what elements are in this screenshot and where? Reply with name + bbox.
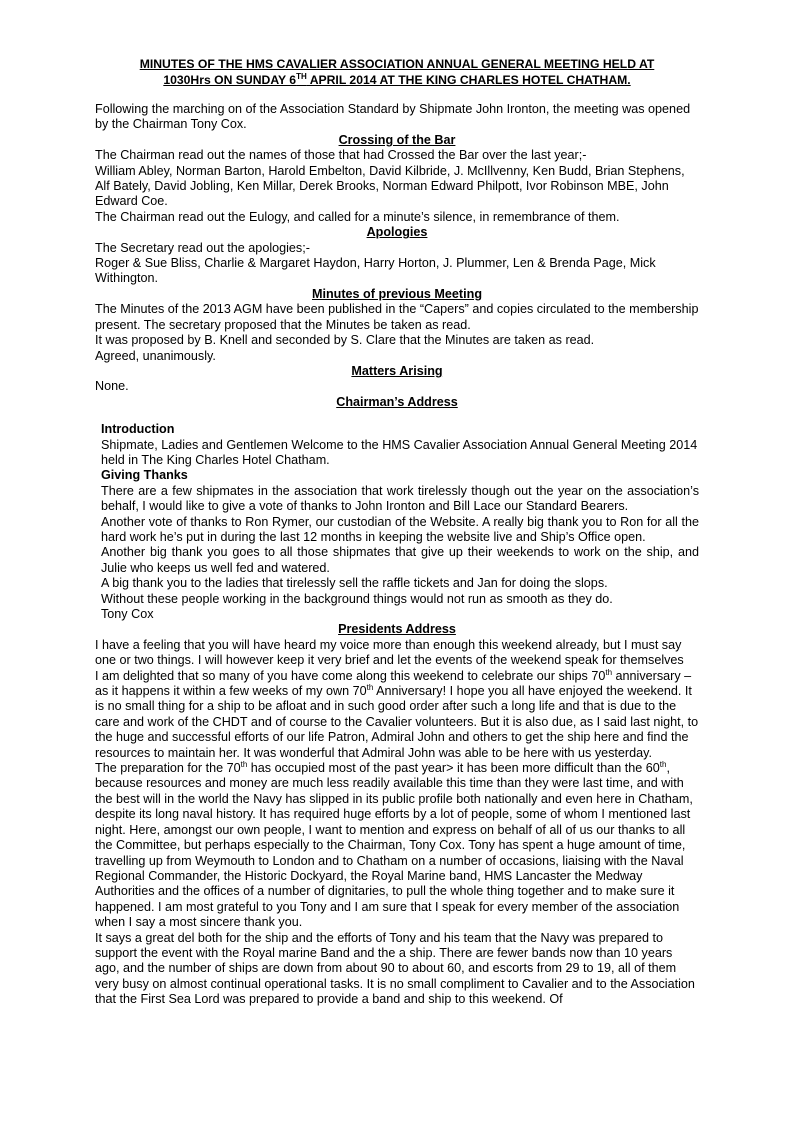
chairmans-address-body [101, 422, 699, 622]
title-line-1: MINUTES OF THE HMS CAVALIER ASSOCIATION ANNUAL GENERAL MEETING HELD AT [139, 57, 655, 71]
chairman-signature: Tony Cox [101, 607, 154, 621]
subheading-introduction: Introduction [101, 422, 175, 437]
thanks-paragraph-5: Without these people working in the background things would not run as smooth as they do. [101, 591, 613, 606]
title-superscript: TH [296, 71, 307, 81]
heading-presidents-address: Presidents Address [338, 622, 456, 637]
president-paragraph-2 [95, 669, 699, 761]
thanks-paragraph-4: A big thank you to the ladies that tirelessly sell the raffle tickets and Jan for doing the slops. [101, 576, 608, 591]
superscript: th [366, 682, 374, 692]
subheading-giving-thanks: Giving Thanks [101, 468, 188, 483]
introduction-paragraph: Shipmate, Ladies and Gentlemen Welcome to the HMS Cavalier Association Annual General Meeting 2014 held in The King Charles Hotel Chatham. [101, 437, 698, 467]
president-paragraph-4: It says a great del both for the ship and the efforts of Tony and his team that the Navy was prepared to support the event with the Royal marine Band and the a ship. There are fewer bands now than 10 years ago, and the number of ships are down from about 90 to about 60, and escorts from 29 to 19, all of them very busy on almost continual operational tasks. It is no small compliment to Cavalier and to the Association that the First Sea Lord was prepared to provide a band and ship to this weekend. Of [95, 930, 695, 1007]
heading-apologies: Apologies [366, 225, 428, 240]
crossing-intro: The Chairman read out the names of those that had Crossed the Bar over the last year;- [95, 148, 587, 163]
president-p3-part-b: has occupied most of the past year> it has been more difficult than the 60 [247, 761, 660, 776]
president-paragraph-3 [95, 761, 699, 930]
matters-paragraph: None. [95, 379, 129, 394]
heading-matters-arising: Matters Arising [351, 363, 443, 378]
apologies-names: Roger & Sue Bliss, Charlie & Margaret Haydon, Harry Horton, J. Plummer, Len & Brenda Page, Mick Withington. [95, 256, 656, 286]
title-line-2-end: APRIL 2014 AT THE KING CHARLES HOTEL CHATHAM. [306, 73, 631, 87]
minutes-paragraph-2: It was proposed by B. Knell and seconded by S. Clare that the Minutes are taken as read. [95, 333, 595, 348]
president-p2-part-a: I am delighted that so many of you have come along this weekend to celebrate our ships 70 [95, 668, 606, 683]
president-p3-part-a: The preparation for the 70 [95, 761, 241, 776]
crossing-eulogy: The Chairman read out the Eulogy, and called for a minute’s silence, in remembrance of them. [95, 209, 620, 224]
minutes-document [95, 56, 699, 1008]
minutes-paragraph-3: Agreed, unanimously. [95, 348, 216, 363]
superscript: th [659, 759, 667, 769]
crossing-names: William Abley, Norman Barton, Harold Embelton, David Kilbride, J. McIllvenny, Ken Budd, Brian Stephens, Alf Bately, David Jobling, Ken Millar, Derek Brooks, Norman Edward Philpott, Ivor Robinson MBE, John Edward Coe. [95, 163, 685, 209]
superscript: th [240, 759, 248, 769]
document-title [95, 56, 699, 88]
superscript: th [605, 667, 613, 677]
president-p2-part-c: Anniversary! I hope you all have enjoyed the weekend. It is no small thing for a ship to be afloat and in such good order after such a long life and that is due to the care and work of the CHDT and of course to the Cavalier volunteers. But it is also due, as I said last night, to the huge and successful efforts of our life Patron, Admiral John and others to get the ship here and find the resources to maintain her. It was wonderful that Admiral John was able to be here with us yesterday. [95, 684, 699, 760]
president-paragraph-1: I have a feeling that you will have heard my voice more than enough this weekend already, but I must say one or two things. I will however keep it very brief and let the events of the weekend speak for themselves [95, 637, 684, 668]
thanks-paragraph-2: Another vote of thanks to Ron Rymer, our custodian of the Website. A really big thank you to Ron for all the hard work he’s put in during the last 12 months in keeping the website live and Ship’s Office open. [101, 514, 699, 544]
minutes-paragraph-1: The Minutes of the 2013 AGM have been published in the “Capers” and copies circulated to the membership present. The secretary proposed that the Minutes be taken as read. [95, 302, 699, 332]
title-line-2-start: 1030Hrs ON SUNDAY 6 [163, 73, 297, 87]
president-p3-part-c: , because resources and money are much less readily available this time than they were last time, and with the best will in the world the Navy has slipped in its public profile both nationally and even here in Chatham, despite its long naval history. It has required huge efforts by a lot of people, some of whom I mentioned last night. Here, amongst our own people, I want to mention and express on behalf of all of us our thanks to all the Committee, but perhaps especially to the Chairman, Tony Cox. Tony has spent a huge amount of time, travelling up from Weymouth to London and to Chatham on a number of occasions, liaising with the Naval Regional Commander, the Historic Dockyard, the Royal Marine band, HMS Lancaster the Medway Authorities and the offices of a number of dignitaries, to pull the whole thing together and to make sure it happened. I am most grateful to you Tony and I am sure that I speak for every member of the association when I say a most sincere thank you. [95, 761, 693, 930]
president-p2-part-b: anniversary – as it happens it within a few weeks of my own 70 [95, 668, 692, 699]
thanks-paragraph-1: There are a few shipmates in the association that work tirelessly though out the year on the association’s behalf, I would like to give a vote of thanks to John Ironton and Bill Lace our Standard Bearers. [101, 483, 699, 514]
opening-paragraph: Following the marching on of the Association Standard by Shipmate John Ironton, the meeting was opened by the Chairman Tony Cox. [95, 102, 691, 132]
title-line-2 [95, 72, 699, 88]
apologies-intro: The Secretary read out the apologies;- [95, 240, 310, 255]
heading-crossing-of-the-bar: Crossing of the Bar [338, 132, 456, 147]
thanks-paragraph-3: Another big thank you goes to all those shipmates that give up their weekends to work on the ship, and Julie who keeps us well fed and watered. [101, 545, 699, 575]
heading-chairmans-address: Chairman’s Address [336, 394, 458, 409]
heading-minutes-previous: Minutes of previous Meeting [311, 286, 483, 301]
